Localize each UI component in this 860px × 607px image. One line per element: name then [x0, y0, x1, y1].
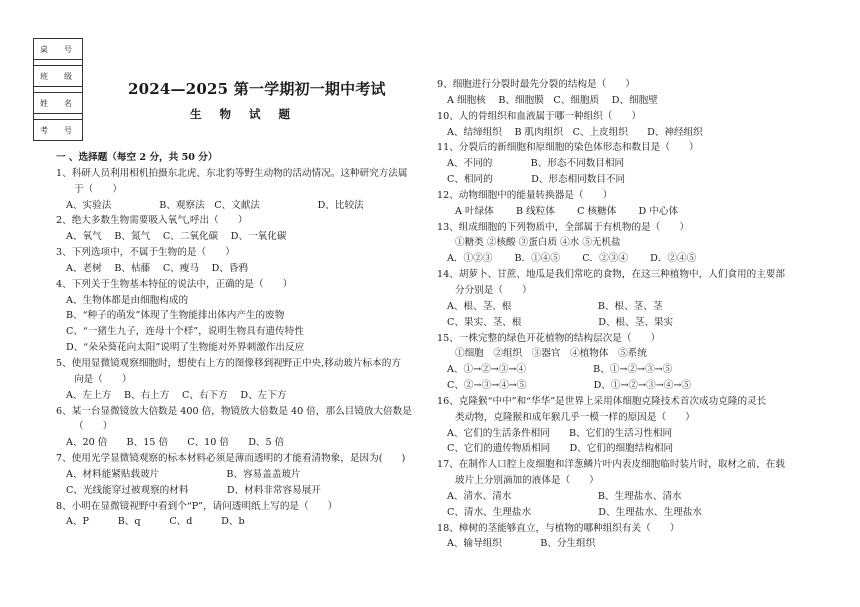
question-line: 14、胡萝卜、甘蔗、地瓜是我们常吃的食物，在这三种植物中，人们食用的主要部 — [437, 269, 785, 281]
right-column — [437, 77, 827, 552]
answer-options: A、左上方 B、右上方 C、右下方 D、左下方 — [66, 389, 287, 401]
student-info-box — [33, 38, 83, 141]
question-line: 1、科研人员利用相机拍摄东北虎、东北豹等野生动物的活动情况。这种研究方法属 — [56, 167, 408, 179]
answer-options: C、相同的 D、形态相同数目不同 — [447, 174, 626, 186]
question-line: 13、组成细胞的下列物质中，全部属于有机物的是（ ） — [437, 221, 690, 233]
answer-options: A、它们的生活条件相同 B、它们的生活习性相同 — [447, 427, 673, 439]
question-line: 9、细胞进行分裂时最先分裂的结构是（ ） — [437, 79, 635, 90]
answer-option: C、“一猪生九子，连母十个样”，说明生物具有遗传特性 — [66, 326, 304, 338]
question-line: 16、克隆猴“中中”和“华华”是世界上采用体细胞克隆技术首次成功克隆的灵长 — [437, 395, 767, 407]
answer-options: A、P B、q C、d D、b — [66, 516, 245, 528]
exam-title: 2024—2025 第一学期初一期中考试 — [128, 80, 386, 98]
answer-option: A、生物体都是由细胞构成的 — [66, 294, 189, 306]
answer-options: A、结缔组织 B 肌肉组织 C、上皮组织 D、神经组织 — [447, 126, 703, 138]
answer-option: B、“种子的萌发”体现了生物能排出体内产生的废物 — [66, 310, 285, 322]
answer-options: C、光线能穿过被观察的材料 D、材料非常容易展开 — [66, 484, 321, 496]
answer-options: A、20 倍 B、15 倍 C、10 倍 D、5 倍 — [66, 437, 285, 449]
left-column — [56, 150, 428, 530]
answer-options: C、它们的遗传物质相同 D、它们的细胞结构相同 — [447, 443, 674, 455]
question-line: 5、使用显微镜观察细胞时，想使右上方的图像移到视野正中央,移动玻片标本的方 — [56, 357, 401, 369]
question-line: 17、在制作人口腔上皮细胞和洋葱鳞片叶内表皮细胞临时装片时，取材之前，在载 — [437, 459, 785, 471]
info-name[interactable]: 姓 名 — [34, 93, 83, 114]
question-line: 12、动物细胞中的能量转换器是（ ） — [437, 189, 613, 201]
answer-options: A、老树 B、枯藤 C、瘦马 D、昏鸦 — [66, 262, 249, 274]
answer-options: A 叶绿体 B 线粒体 C 核糖体 D 中心体 — [455, 205, 679, 217]
answer-options: A、实验法 B、观察法 C、文献法 D、比较法 — [66, 199, 364, 211]
question-line: 11、分裂后的新细胞和原细胞的染色体形态和数目是（ ） — [437, 142, 699, 154]
question-line: 18、樟树的茎能够直立，与植物的哪种组织有关（ ） — [437, 522, 680, 534]
question-items: ①细胞 ②组织 ③器官 ④植物体 ⑤系统 — [455, 348, 647, 360]
question-line: 6、某一台显微镜放大倍数是 400 倍，物镜放大倍数是 40 倍，那么目镜放大倍数是 — [56, 405, 412, 417]
answer-options: A、材料能紧贴载玻片 B、容易盖盖玻片 — [66, 468, 301, 480]
answer-options: C、果实、茎、根 D、根、茎、果实 — [447, 316, 674, 328]
answer-options: A、清水、清水 B、生理盐水、清水 — [447, 490, 682, 502]
info-desk-number[interactable]: 桌 号 — [34, 39, 83, 60]
question-line: （ ） — [74, 421, 113, 433]
subject-title: 生 物 试 题 — [190, 107, 298, 121]
answer-options: A、①→②→③→④ B、①→②→③→⑤ — [447, 364, 673, 376]
answer-options: A．①②③ B．①④⑤ C．②③④ D．②④⑤ — [447, 253, 697, 265]
question-line: 3、下列选项中，不属于生物的是（ ） — [56, 247, 235, 259]
answer-options: A、不同的 B、形态不同数目相同 — [447, 158, 625, 170]
answer-option: D、“朵朵葵花向太阳”说明了生物能对外界刺激作出反应 — [66, 342, 305, 354]
info-exam-number[interactable]: 考 号 — [34, 120, 83, 141]
answer-options: C、清水、生理盐水 D、生理盐水、生理盐水 — [447, 506, 702, 518]
section-heading: 一 、选择题（每空 2 分，共 50 分） — [56, 152, 218, 163]
answer-options: A、输导组织 B、分生组织 — [447, 538, 596, 550]
answer-options: A 细胞核 B、细胞膜 C、细胞质 D、细胞壁 — [447, 94, 658, 106]
answer-options: C、②→③→④→⑤ D、①→②→③→④→⑤ — [447, 380, 691, 392]
question-line: 类动物，克隆猴和成年猴几乎一模一样的原因是（ ） — [455, 411, 695, 423]
question-line: 8、小明在显微镜视野中看到个“P”，请问透明纸上写的是（ ） — [56, 500, 338, 512]
question-line: 于（ ） — [74, 183, 122, 195]
question-line: 10、人的骨组织和血液属于哪一种组织（ ） — [437, 110, 642, 122]
question-line: 向是（ ） — [74, 373, 132, 385]
answer-options: A、氧气 B、氮气 C、二氧化碳 D、一氧化碳 — [66, 231, 287, 243]
question-line: 7、使用光学显微镜观察的标本材料必须是薄而透明的才能看清物象，是因为( ) — [56, 453, 406, 465]
question-line: 2、绝大多数生物需要吸入氧气,呼出（ ） — [56, 215, 248, 227]
question-line: 分分别是（ ） — [455, 284, 532, 296]
question-line: 15、一株完整的绿色开花植物的结构层次是（ ） — [437, 332, 661, 344]
question-line: 玻片上分别滴加的液体是（ ） — [455, 475, 599, 487]
answer-options: A、根、茎、根 B、根、茎、茎 — [447, 300, 663, 312]
question-line: 4、下列关于生物基本特征的说法中，正确的是（ ） — [56, 278, 293, 290]
info-class[interactable]: 班 级 — [34, 66, 83, 87]
question-items: ①糖类 ②核酸 ③蛋白质 ④水 ⑤无机盐 — [455, 237, 621, 249]
